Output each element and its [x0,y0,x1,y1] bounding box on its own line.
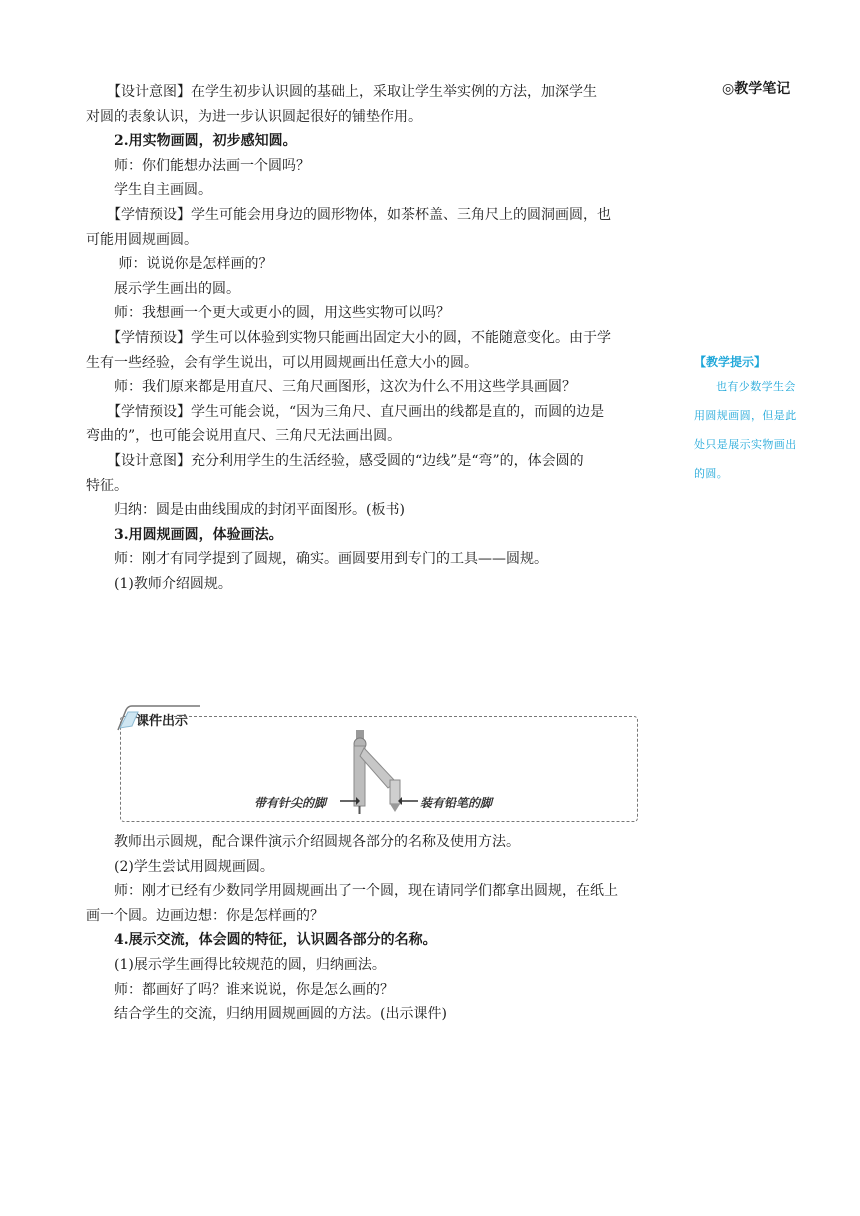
section-heading: 4.展示交流，体会圆的特征，认识圆各部分的名称。 [86,932,437,949]
lesson-text-part2 [86,830,630,1027]
text-line: 师：说说你是怎样画的？ [86,256,273,273]
text-line: 画一个圆。边画边想：你是怎样画的？ [86,907,324,924]
text-line: 结合学生的交流，归纳用圆规画圆的方法。(出示课件) [86,1006,447,1023]
teaching-tip-line: 处只是展示实物画出 [694,438,797,451]
teaching-tip-line: 也有少数学生会 [716,380,796,393]
text-line: 【设计意图】在学生初步认识圆的基础上，采取让学生举实例的方法，加深学生 [86,84,597,100]
text-line: 【设计意图】充分利用学生的生活经验，感受圆的“边线”是“弯”的，体会圆的 [86,452,584,469]
text-line: 【学情预设】学生可能会说，“因为三角尺、直尺画出的线都是直的，而圆的边是 [86,403,605,420]
section-heading: 2.用实物画圆，初步感知圆。 [86,133,297,150]
teaching-tip-line: 的圆。 [694,467,729,480]
text-line: 归纳：圆是由曲线围成的封闭平面图形。(板书) [86,502,405,519]
text-line: (2)学生尝试用圆规画圆。 [86,858,274,875]
text-line: 学生自主画圆。 [86,182,212,199]
lesson-text-part1 [86,80,630,596]
text-line: 师：刚才已经有少数同学用圆规画出了一个圆，现在请同学们都拿出圆规，在纸上 [86,883,618,900]
teaching-tip-title: 【教学提示】 [694,355,767,369]
text-line: 师：我想画一个更大或更小的圆，用这些实物可以吗？ [86,305,450,322]
text-line: 弯曲的”，也可能会说用直尺、三角尺无法画出圆。 [86,428,402,445]
text-line: 特征。 [86,477,128,494]
text-line: 师：都画好了吗？谁来说说，你是怎么画的？ [86,981,394,998]
caption-arrow-left [340,796,360,806]
text-line: 教师出示圆规，配合课件演示介绍圆规各部分的名称及使用方法。 [86,834,520,850]
text-line: (1)展示学生画得比较规范的圆，归纳画法。 [86,956,386,973]
text-line: 师：我们原来都是用直尺、三角尺画图形，这次为什么不用这些学具画圆？ [86,379,576,396]
teaching-notes-title: ◎教学笔记 [722,81,791,97]
text-line: 对圆的表象认识，为进一步认识圆起很好的铺垫作用。 [86,108,422,125]
text-line: 【学情预设】学生可以体验到实物只能画出固定大小的圆，不能随意变化。由于学 [86,329,611,346]
text-line: 【学情预设】学生可能会用身边的圆形物体，如茶杯盖、三角尺上的圆洞画圆，也 [86,206,611,223]
text-line: 师：你们能想办法画一个圆吗？ [86,157,310,174]
section-heading: 3.用圆规画圆，体验画法。 [86,526,283,543]
teaching-tip-line: 用圆规画圆，但是此 [694,409,797,422]
text-line: 可能用圆规画圆。 [86,231,198,248]
text-line: 生有一些经验，会有学生说出，可以用圆规画出任意大小的圆。 [86,354,478,371]
text-line: 展示学生画出的圆。 [86,280,240,297]
caption-arrow-right [398,796,418,806]
pencil-leg-caption: 装有铅笔的脚 [420,796,493,810]
courseware-tab-label: 课件出示 [136,714,189,729]
needle-leg-caption: 带有针尖的脚 [254,796,327,810]
teaching-tip [694,352,824,488]
text-line: (1)教师介绍圆规。 [86,575,232,592]
text-line: 师：刚才有同学提到了圆规，确实。画圆要用到专门的工具——圆规。 [86,551,548,568]
